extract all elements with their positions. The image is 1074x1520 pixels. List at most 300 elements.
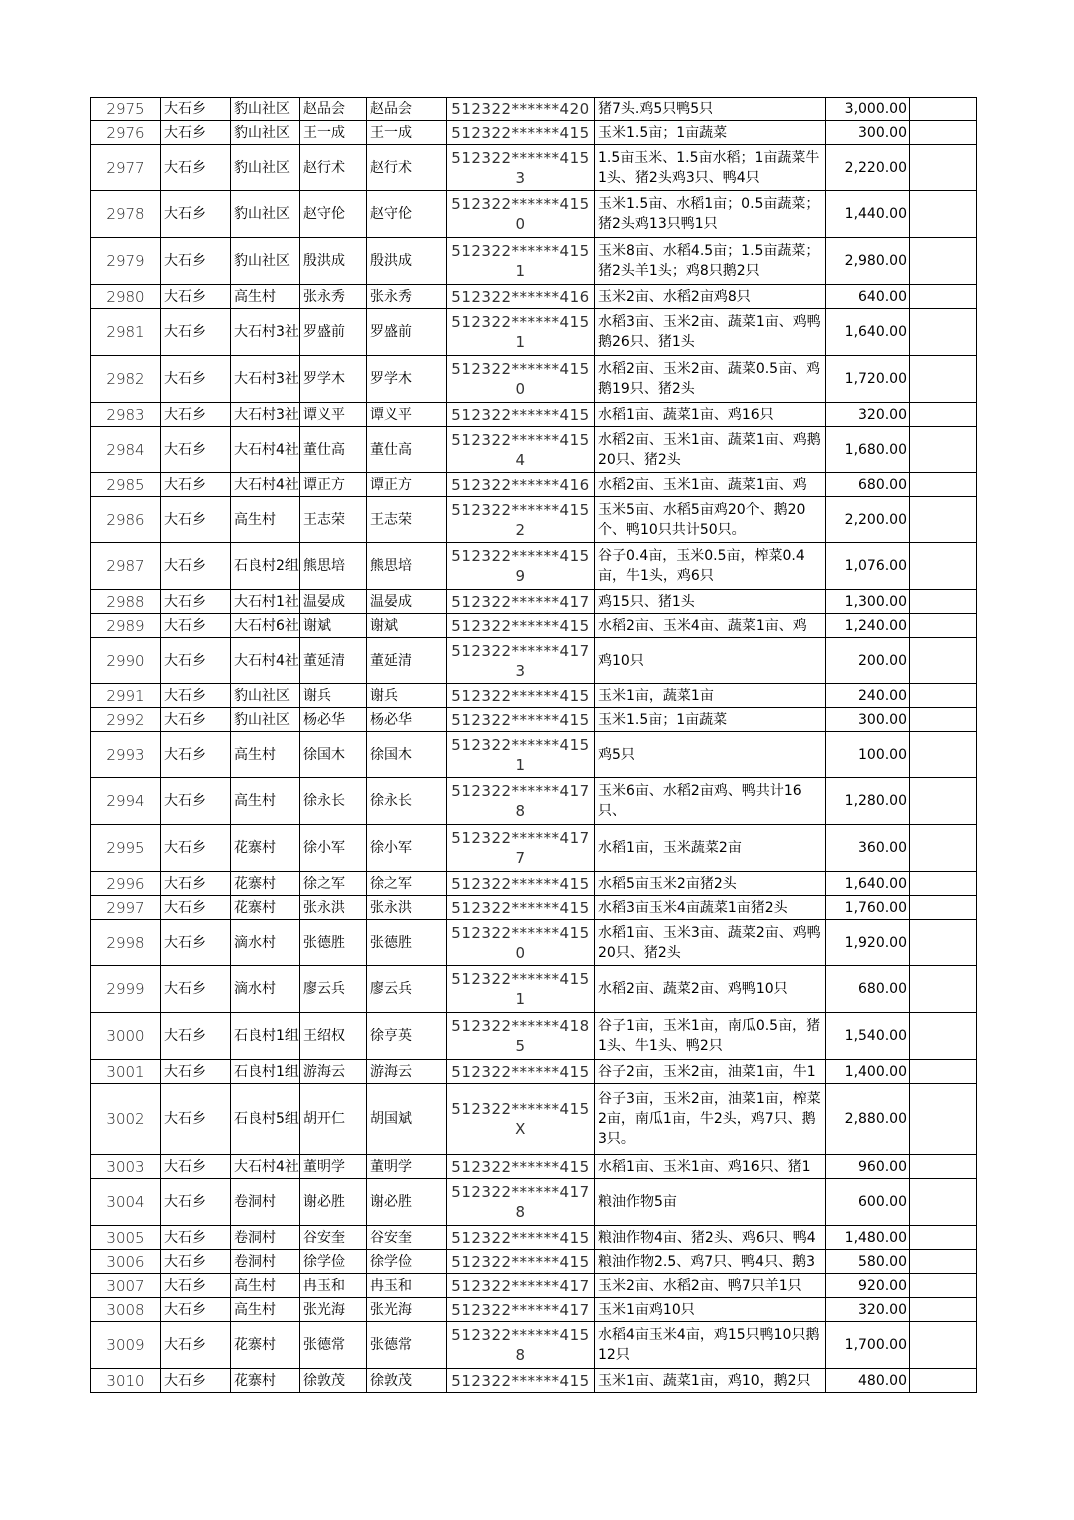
description-cell: 玉米6亩、水稻2亩鸡、鸭共计16只、 [595, 778, 826, 825]
description-cell: 玉米1.5亩；1亩蔬菜 [595, 121, 826, 145]
row-number: 2994 [91, 778, 161, 825]
empty-cell [910, 1298, 977, 1322]
town-cell: 大石乡 [161, 896, 231, 920]
town-cell: 大石乡 [161, 590, 231, 614]
table-row [91, 309, 977, 356]
village-cell: 滴水村 [231, 966, 300, 1013]
table-row [91, 590, 977, 614]
empty-cell [910, 825, 977, 872]
id-number-cell: 512322******415 [447, 1060, 595, 1084]
table-row [91, 1226, 977, 1250]
payee-cell: 罗学木 [367, 356, 447, 403]
empty-cell [910, 427, 977, 473]
payee-cell: 赵守伦 [367, 191, 447, 238]
row-number: 2985 [91, 473, 161, 497]
table-row [91, 473, 977, 497]
description-cell: 玉米1.5亩；1亩蔬菜 [595, 708, 826, 732]
description-cell: 粮油作物4亩、猪2头、鸡6只、鸭4 [595, 1226, 826, 1250]
id-number-cell: 512322******415 [447, 1369, 595, 1393]
table-row [91, 732, 977, 778]
town-cell: 大石乡 [161, 1250, 231, 1274]
empty-cell [910, 1084, 977, 1155]
empty-cell [910, 896, 977, 920]
subsidy-table [90, 97, 977, 1393]
row-number: 3003 [91, 1155, 161, 1179]
description-cell: 玉米1亩鸡10只 [595, 1298, 826, 1322]
amount-cell: 960.00 [826, 1155, 910, 1179]
empty-cell [910, 1155, 977, 1179]
description-cell: 水稻3亩玉米4亩蔬菜1亩猪2头 [595, 896, 826, 920]
household-head-cell: 张德常 [300, 1322, 367, 1369]
table-row [91, 1155, 977, 1179]
id-number-cell: 512322******4151 [447, 732, 595, 778]
village-cell: 大石村6社 [231, 614, 300, 638]
village-cell: 高生村 [231, 497, 300, 543]
row-number: 3006 [91, 1250, 161, 1274]
village-cell: 豹山社区 [231, 145, 300, 191]
household-head-cell: 赵品会 [300, 98, 367, 121]
household-head-cell: 胡开仁 [300, 1084, 367, 1155]
amount-cell: 100.00 [826, 732, 910, 778]
village-cell: 豹山社区 [231, 121, 300, 145]
id-number-cell: 512322******415 [447, 684, 595, 708]
village-cell: 高生村 [231, 778, 300, 825]
row-number: 3008 [91, 1298, 161, 1322]
table-row [91, 356, 977, 403]
payee-cell: 谭义平 [367, 403, 447, 427]
payee-cell: 温晏成 [367, 590, 447, 614]
row-number: 2986 [91, 497, 161, 543]
town-cell: 大石乡 [161, 825, 231, 872]
empty-cell [910, 590, 977, 614]
empty-cell [910, 614, 977, 638]
village-cell: 石良村1组 [231, 1060, 300, 1084]
id-number-cell: 512322******415X [447, 1084, 595, 1155]
village-cell: 大石村3社 [231, 356, 300, 403]
payee-cell: 张德常 [367, 1322, 447, 1369]
payee-cell: 熊思培 [367, 543, 447, 590]
town-cell: 大石乡 [161, 1060, 231, 1084]
empty-cell [910, 98, 977, 121]
payee-cell: 谢兵 [367, 684, 447, 708]
row-number: 2977 [91, 145, 161, 191]
town-cell: 大石乡 [161, 285, 231, 309]
empty-cell [910, 1322, 977, 1369]
village-cell: 高生村 [231, 1274, 300, 1298]
id-number-cell: 512322******415 [447, 896, 595, 920]
village-cell: 豹山社区 [231, 708, 300, 732]
amount-cell: 920.00 [826, 1274, 910, 1298]
town-cell: 大石乡 [161, 1369, 231, 1393]
empty-cell [910, 1060, 977, 1084]
description-cell: 水稻1亩、蔬菜1亩、鸡16只 [595, 403, 826, 427]
payee-cell: 徐亨英 [367, 1013, 447, 1060]
id-number-cell: 512322******416 [447, 473, 595, 497]
id-number-cell: 512322******4178 [447, 778, 595, 825]
id-number-cell: 512322******4159 [447, 543, 595, 590]
empty-cell [910, 1226, 977, 1250]
household-head-cell: 冉玉和 [300, 1274, 367, 1298]
id-number-cell: 512322******4178 [447, 1179, 595, 1226]
household-head-cell: 董延清 [300, 638, 367, 684]
empty-cell [910, 1274, 977, 1298]
payee-cell: 张永秀 [367, 285, 447, 309]
id-number-cell: 512322******416 [447, 285, 595, 309]
table-row [91, 1369, 977, 1393]
amount-cell: 1,760.00 [826, 896, 910, 920]
empty-cell [910, 966, 977, 1013]
description-cell: 水稻2亩、玉米4亩、蔬菜1亩、鸡 [595, 614, 826, 638]
empty-cell [910, 356, 977, 403]
id-number-cell: 512322******4173 [447, 638, 595, 684]
payee-cell: 徐学俭 [367, 1250, 447, 1274]
table-row [91, 285, 977, 309]
amount-cell: 360.00 [826, 825, 910, 872]
village-cell: 卷洞村 [231, 1250, 300, 1274]
payee-cell: 冉玉和 [367, 1274, 447, 1298]
town-cell: 大石乡 [161, 1274, 231, 1298]
table-row [91, 98, 977, 121]
row-number: 2997 [91, 896, 161, 920]
town-cell: 大石乡 [161, 920, 231, 966]
household-head-cell: 徐之军 [300, 872, 367, 896]
amount-cell: 1,720.00 [826, 356, 910, 403]
amount-cell: 2,220.00 [826, 145, 910, 191]
description-cell: 水稻2亩、玉米2亩、蔬菜0.5亩、鸡鹅19只、猪2头 [595, 356, 826, 403]
village-cell: 滴水村 [231, 920, 300, 966]
id-number-cell: 512322******4150 [447, 356, 595, 403]
row-number: 3010 [91, 1369, 161, 1393]
row-number: 3004 [91, 1179, 161, 1226]
id-number-cell: 512322******415 [447, 1226, 595, 1250]
row-number: 2990 [91, 638, 161, 684]
household-head-cell: 谭义平 [300, 403, 367, 427]
id-number-cell: 512322******420 [447, 98, 595, 121]
row-number: 3000 [91, 1013, 161, 1060]
household-head-cell: 王一成 [300, 121, 367, 145]
amount-cell: 1,700.00 [826, 1322, 910, 1369]
id-number-cell: 512322******4153 [447, 145, 595, 191]
household-head-cell: 廖云兵 [300, 966, 367, 1013]
row-number: 3005 [91, 1226, 161, 1250]
payee-cell: 廖云兵 [367, 966, 447, 1013]
row-number: 2989 [91, 614, 161, 638]
village-cell: 大石村3社 [231, 309, 300, 356]
description-cell: 粮油作物2.5、鸡7只、鸭4只、鹅3 [595, 1250, 826, 1274]
town-cell: 大石乡 [161, 1084, 231, 1155]
amount-cell: 2,980.00 [826, 238, 910, 285]
row-number: 2999 [91, 966, 161, 1013]
table-row [91, 778, 977, 825]
row-number: 3002 [91, 1084, 161, 1155]
row-number: 2991 [91, 684, 161, 708]
town-cell: 大石乡 [161, 872, 231, 896]
row-number: 2984 [91, 427, 161, 473]
amount-cell: 2,200.00 [826, 497, 910, 543]
table-row [91, 1179, 977, 1226]
town-cell: 大石乡 [161, 966, 231, 1013]
town-cell: 大石乡 [161, 403, 231, 427]
household-head-cell: 熊思培 [300, 543, 367, 590]
table-row [91, 708, 977, 732]
row-number: 2980 [91, 285, 161, 309]
empty-cell [910, 543, 977, 590]
household-head-cell: 张德胜 [300, 920, 367, 966]
household-head-cell: 赵守伦 [300, 191, 367, 238]
id-number-cell: 512322******415 [447, 708, 595, 732]
empty-cell [910, 285, 977, 309]
village-cell: 卷洞村 [231, 1226, 300, 1250]
payee-cell: 谷安奎 [367, 1226, 447, 1250]
table-row [91, 1298, 977, 1322]
description-cell: 水稻5亩玉米2亩猪2头 [595, 872, 826, 896]
village-cell: 石良村5组 [231, 1084, 300, 1155]
village-cell: 大石村4社 [231, 1155, 300, 1179]
amount-cell: 1,240.00 [826, 614, 910, 638]
amount-cell: 1,540.00 [826, 1013, 910, 1060]
description-cell: 水稻1亩，玉米蔬菜2亩 [595, 825, 826, 872]
town-cell: 大石乡 [161, 98, 231, 121]
row-number: 3009 [91, 1322, 161, 1369]
description-cell: 粮油作物5亩 [595, 1179, 826, 1226]
table-row [91, 872, 977, 896]
id-number-cell: 512322******415 [447, 121, 595, 145]
id-number-cell: 512322******415 [447, 1155, 595, 1179]
payee-cell: 董仕高 [367, 427, 447, 473]
household-head-cell: 谷安奎 [300, 1226, 367, 1250]
description-cell: 玉米1亩，蔬菜1亩 [595, 684, 826, 708]
household-head-cell: 徐永长 [300, 778, 367, 825]
amount-cell: 480.00 [826, 1369, 910, 1393]
table-row [91, 1322, 977, 1369]
table-row [91, 403, 977, 427]
village-cell: 高生村 [231, 285, 300, 309]
empty-cell [910, 473, 977, 497]
amount-cell: 1,400.00 [826, 1060, 910, 1084]
town-cell: 大石乡 [161, 708, 231, 732]
payee-cell: 徐小军 [367, 825, 447, 872]
payee-cell: 谢斌 [367, 614, 447, 638]
household-head-cell: 张永秀 [300, 285, 367, 309]
row-number: 2976 [91, 121, 161, 145]
household-head-cell: 谭正方 [300, 473, 367, 497]
payee-cell: 徐永长 [367, 778, 447, 825]
amount-cell: 1,076.00 [826, 543, 910, 590]
amount-cell: 1,640.00 [826, 309, 910, 356]
row-number: 2979 [91, 238, 161, 285]
table-row [91, 966, 977, 1013]
empty-cell [910, 732, 977, 778]
id-number-cell: 512322******4151 [447, 238, 595, 285]
town-cell: 大石乡 [161, 732, 231, 778]
description-cell: 水稻2亩、玉米1亩、蔬菜1亩、鸡 [595, 473, 826, 497]
id-number-cell: 512322******415 [447, 872, 595, 896]
empty-cell [910, 497, 977, 543]
village-cell: 大石村4社 [231, 638, 300, 684]
id-number-cell: 512322******4177 [447, 825, 595, 872]
description-cell: 水稻2亩、蔬菜2亩、鸡鸭10只 [595, 966, 826, 1013]
row-number: 2978 [91, 191, 161, 238]
table-row [91, 1084, 977, 1155]
household-head-cell: 徐国木 [300, 732, 367, 778]
empty-cell [910, 1179, 977, 1226]
amount-cell: 680.00 [826, 966, 910, 1013]
empty-cell [910, 191, 977, 238]
town-cell: 大石乡 [161, 1298, 231, 1322]
id-number-cell: 512322******417 [447, 1274, 595, 1298]
household-head-cell: 徐学俭 [300, 1250, 367, 1274]
description-cell: 玉米1.5亩、水稻1亩；0.5亩蔬菜；猪2头鸡13只鸭1只 [595, 191, 826, 238]
village-cell: 石良村1组 [231, 1013, 300, 1060]
household-head-cell: 赵行术 [300, 145, 367, 191]
household-head-cell: 谢兵 [300, 684, 367, 708]
table-row [91, 825, 977, 872]
town-cell: 大石乡 [161, 145, 231, 191]
household-head-cell: 张永洪 [300, 896, 367, 920]
household-head-cell: 谢斌 [300, 614, 367, 638]
row-number: 2983 [91, 403, 161, 427]
town-cell: 大石乡 [161, 309, 231, 356]
payee-cell: 徐之军 [367, 872, 447, 896]
amount-cell: 200.00 [826, 638, 910, 684]
id-number-cell: 512322******4150 [447, 920, 595, 966]
empty-cell [910, 309, 977, 356]
payee-cell: 罗盛前 [367, 309, 447, 356]
town-cell: 大石乡 [161, 778, 231, 825]
town-cell: 大石乡 [161, 1322, 231, 1369]
town-cell: 大石乡 [161, 1155, 231, 1179]
empty-cell [910, 638, 977, 684]
payee-cell: 徐敦茂 [367, 1369, 447, 1393]
row-number: 2981 [91, 309, 161, 356]
village-cell: 豹山社区 [231, 238, 300, 285]
town-cell: 大石乡 [161, 238, 231, 285]
amount-cell: 680.00 [826, 473, 910, 497]
empty-cell [910, 708, 977, 732]
town-cell: 大石乡 [161, 356, 231, 403]
household-head-cell: 徐敦茂 [300, 1369, 367, 1393]
empty-cell [910, 872, 977, 896]
village-cell: 豹山社区 [231, 684, 300, 708]
amount-cell: 640.00 [826, 285, 910, 309]
table-row [91, 1250, 977, 1274]
amount-cell: 300.00 [826, 708, 910, 732]
village-cell: 大石村1社 [231, 590, 300, 614]
description-cell: 玉米8亩、水稻4.5亩；1.5亩蔬菜；猪2头羊1头；鸡8只鹅2只 [595, 238, 826, 285]
table-row [91, 638, 977, 684]
row-number: 3007 [91, 1274, 161, 1298]
amount-cell: 3,000.00 [826, 98, 910, 121]
amount-cell: 2,880.00 [826, 1084, 910, 1155]
payee-cell: 杨必华 [367, 708, 447, 732]
table-row [91, 145, 977, 191]
amount-cell: 1,300.00 [826, 590, 910, 614]
payee-cell: 谭正方 [367, 473, 447, 497]
description-cell: 水稻1亩、玉米3亩、蔬菜2亩、鸡鸭20只、猪2头 [595, 920, 826, 966]
description-cell: 谷子1亩，玉米1亩，南瓜0.5亩，猪1头、牛1头、鸭2只 [595, 1013, 826, 1060]
amount-cell: 320.00 [826, 1298, 910, 1322]
description-cell: 1.5亩玉米、1.5亩水稻；1亩蔬菜牛1头、猪2头鸡3只、鸭4只 [595, 145, 826, 191]
id-number-cell: 512322******4152 [447, 497, 595, 543]
payee-cell: 王一成 [367, 121, 447, 145]
id-number-cell: 512322******4150 [447, 191, 595, 238]
town-cell: 大石乡 [161, 543, 231, 590]
household-head-cell: 谢必胜 [300, 1179, 367, 1226]
amount-cell: 320.00 [826, 403, 910, 427]
table-row [91, 684, 977, 708]
row-number: 2992 [91, 708, 161, 732]
village-cell: 花寨村 [231, 1322, 300, 1369]
description-cell: 谷子3亩，玉米2亩，油菜1亩，榨菜2亩，南瓜1亩，牛2头，鸡7只、鹅3只。 [595, 1084, 826, 1155]
town-cell: 大石乡 [161, 684, 231, 708]
table-row [91, 1060, 977, 1084]
description-cell: 玉米1亩、蔬菜1亩，鸡10，鹅2只 [595, 1369, 826, 1393]
description-cell: 水稻3亩、玉米2亩、蔬菜1亩、鸡鸭鹅26只、猪1头 [595, 309, 826, 356]
village-cell: 大石村4社 [231, 473, 300, 497]
row-number: 2987 [91, 543, 161, 590]
table-row [91, 238, 977, 285]
empty-cell [910, 1369, 977, 1393]
table-row [91, 427, 977, 473]
payee-cell: 赵行术 [367, 145, 447, 191]
description-cell: 水稻2亩、玉米1亩、蔬菜1亩、鸡鹅20只、猪2头 [595, 427, 826, 473]
payee-cell: 董延清 [367, 638, 447, 684]
id-number-cell: 512322******415 [447, 403, 595, 427]
village-cell: 大石村4社 [231, 427, 300, 473]
id-number-cell: 512322******4151 [447, 309, 595, 356]
village-cell: 卷洞村 [231, 1179, 300, 1226]
empty-cell [910, 403, 977, 427]
village-cell: 石良村2组 [231, 543, 300, 590]
town-cell: 大石乡 [161, 1179, 231, 1226]
village-cell: 高生村 [231, 1298, 300, 1322]
empty-cell [910, 1013, 977, 1060]
payee-cell: 徐国木 [367, 732, 447, 778]
village-cell: 豹山社区 [231, 98, 300, 121]
town-cell: 大石乡 [161, 121, 231, 145]
household-head-cell: 罗学木 [300, 356, 367, 403]
household-head-cell: 罗盛前 [300, 309, 367, 356]
amount-cell: 300.00 [826, 121, 910, 145]
description-cell: 水稻1亩、玉米1亩、鸡16只、猪1 [595, 1155, 826, 1179]
payee-cell: 张永洪 [367, 896, 447, 920]
payee-cell: 王志荣 [367, 497, 447, 543]
table-row [91, 614, 977, 638]
table-row [91, 1013, 977, 1060]
amount-cell: 1,920.00 [826, 920, 910, 966]
village-cell: 大石村3社 [231, 403, 300, 427]
empty-cell [910, 1250, 977, 1274]
id-number-cell: 512322******4151 [447, 966, 595, 1013]
row-number: 2975 [91, 98, 161, 121]
table-row [91, 920, 977, 966]
id-number-cell: 512322******415 [447, 614, 595, 638]
table-row [91, 497, 977, 543]
payee-cell: 游海云 [367, 1060, 447, 1084]
amount-cell: 600.00 [826, 1179, 910, 1226]
empty-cell [910, 684, 977, 708]
household-head-cell: 杨必华 [300, 708, 367, 732]
row-number: 2998 [91, 920, 161, 966]
table-body [91, 98, 977, 1393]
empty-cell [910, 920, 977, 966]
empty-cell [910, 238, 977, 285]
description-cell: 鸡5只 [595, 732, 826, 778]
town-cell: 大石乡 [161, 497, 231, 543]
amount-cell: 240.00 [826, 684, 910, 708]
town-cell: 大石乡 [161, 1013, 231, 1060]
empty-cell [910, 145, 977, 191]
